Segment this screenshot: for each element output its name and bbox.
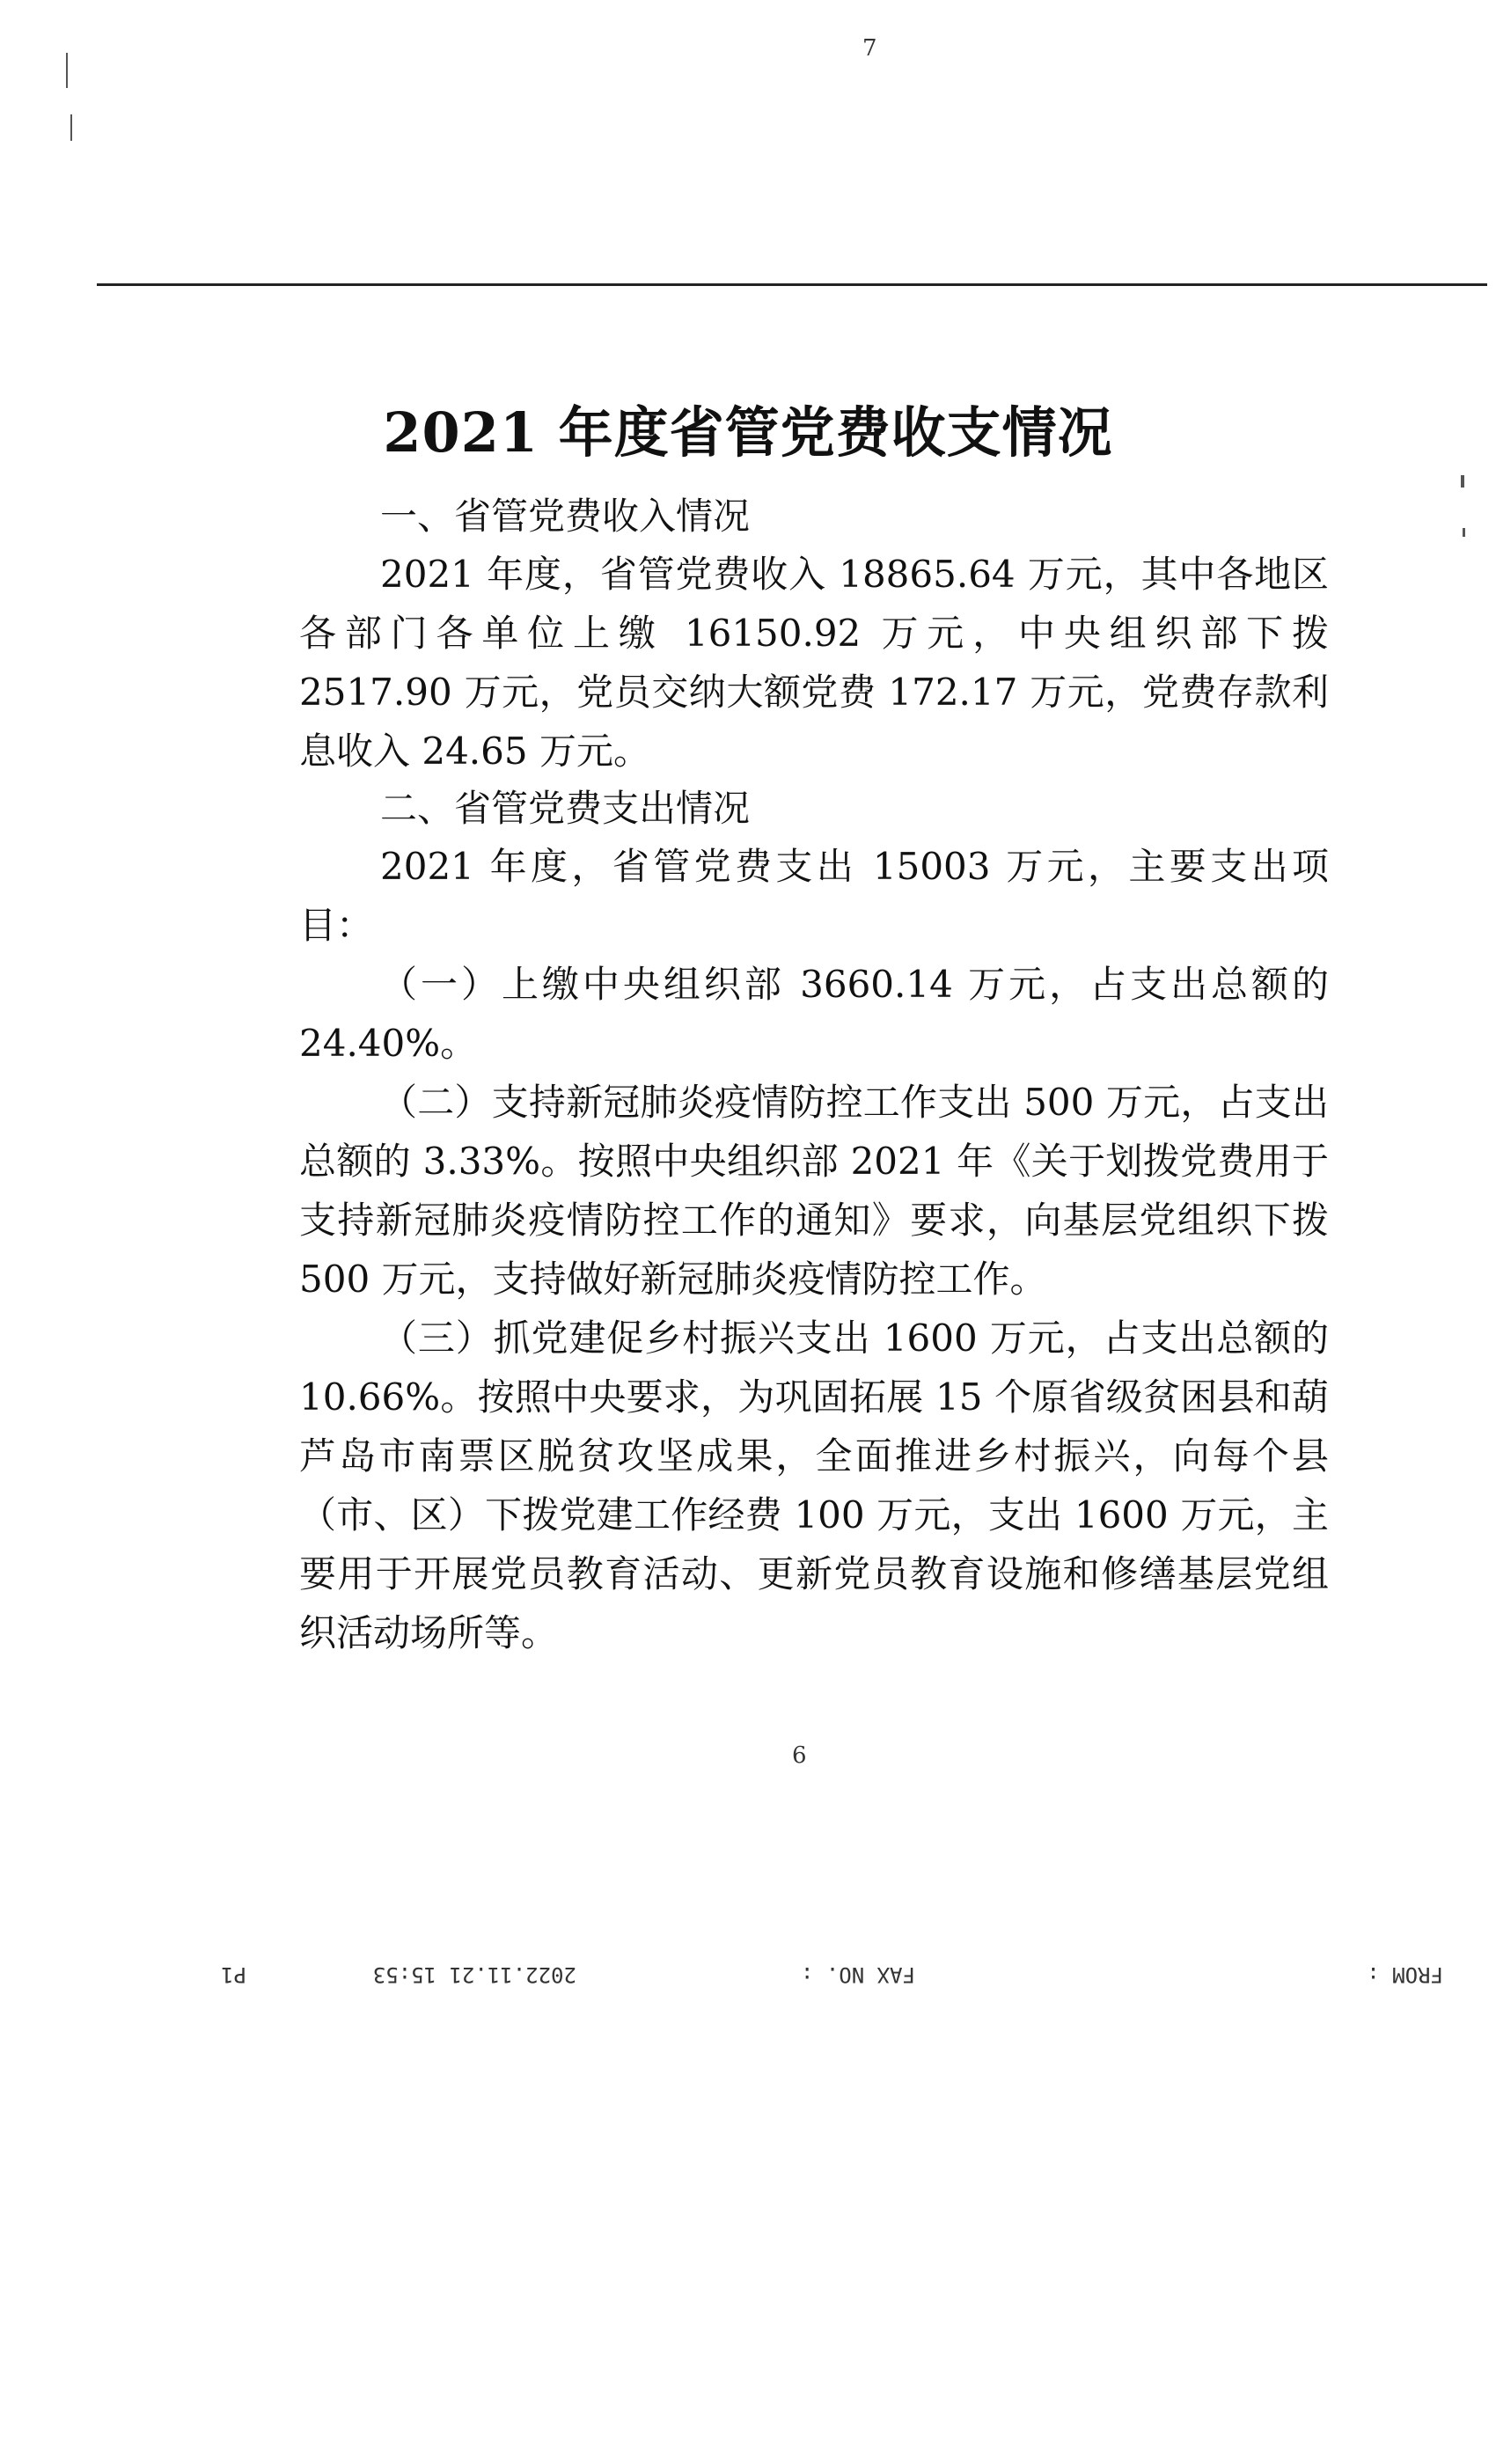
expenditure-item-2: （二）支持新冠肺炎疫情防控工作支出 500 万元，占支出总额的 3.33%。按照中央组织部 2021 年《关于划拨党费用于支持新冠肺炎疫情防控工作的通知》要求，向基层党组织下拨 500 万元，支持做好新冠肺炎疫情防控工作。 <box>299 1081 1329 1301</box>
document-body <box>299 488 1329 1662</box>
scan-speck <box>1463 528 1465 537</box>
fax-datetime: 2022.11.21 15:53 <box>372 1962 576 1987</box>
fax-from-label: FROM : <box>1367 1962 1443 1987</box>
expenditure-item-1: （一）上缴中央组织部 3660.14 万元，占支出总额的 24.40%。 <box>299 963 1329 1065</box>
document-title: 2021 年度省管党费收支情况 <box>383 400 1113 465</box>
fax-number-label: FAX NO. : <box>800 1962 915 1987</box>
top-page-number: 7 <box>862 35 877 62</box>
section-heading-expenditure: 二、省管党费支出情况 <box>380 787 751 830</box>
scan-speck <box>66 53 68 88</box>
bottom-page-number: 6 <box>792 1742 807 1769</box>
fax-header-rule <box>97 283 1487 286</box>
fax-footer <box>176 1952 1461 1987</box>
expenditure-item-3: （三）抓党建促乡村振兴支出 1600 万元，占支出总额的 10.66%。按照中央要求，为巩固拓展 15 个原省级贫困县和葫芦岛市南票区脱贫攻坚成果，全面推进乡村振兴，向每个县（市、区）下拨党建工作经费 100 万元，支出 1600 万元，主要用于开展党员教育活动、更新党员教育设施和修缮基层党组织活动场所等。 <box>299 1316 1329 1654</box>
fax-page-label: P1 <box>221 1962 246 1987</box>
section-heading-income: 一、省管党费收入情况 <box>380 495 751 538</box>
scan-speck <box>70 114 72 141</box>
expenditure-summary-paragraph: 2021 年度，省管党费支出 15003 万元，主要支出项目： <box>299 845 1329 947</box>
income-paragraph: 2021 年度，省管党费收入 18865.64 万元，其中各地区各部门各单位上缴 16150.92 万元，中央组织部下拨 2517.90 万元，党员交纳大额党费 172.17 万元，党费存款利息收入 24.65 万元。 <box>299 553 1329 773</box>
scan-speck <box>1461 475 1464 488</box>
